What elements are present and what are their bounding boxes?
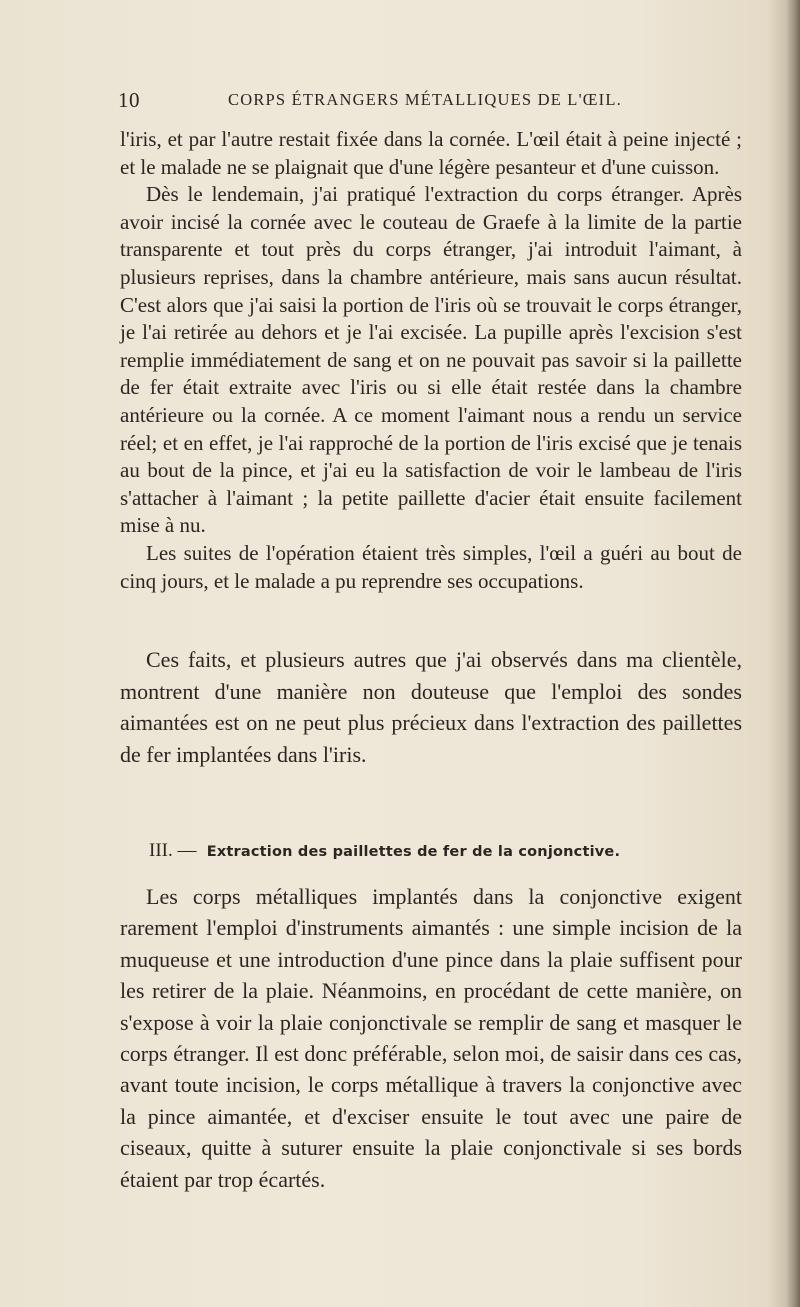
section-number: III. — — [149, 840, 197, 861]
paragraph-continued: l'iris, et par l'autre restait fixée dans la cornée. L'œil était à peine injecté ; et le malade ne se plaignait que d'une légère pesanteur et d'une cuisson. — [120, 127, 742, 179]
page-header — [118, 88, 728, 118]
running-title: CORPS ÉTRANGERS MÉTALLIQUES DE L'ŒIL. — [228, 90, 622, 109]
conclusion-text — [120, 644, 742, 770]
page-edge-shadow — [786, 0, 800, 1307]
page-number: 10 — [118, 88, 140, 112]
section-text — [120, 881, 742, 1195]
paragraph-conjonctive: Les corps métalliques implantés dans la conjonctive exigent rarement l'emploi d'instruments aimantés : une simple incision de la muqueuse et une introduction d'une pince dans la plaie suffisent pour les retirer de la plaie. Néanmoins, en procédant de cette manière, on s'expose à voir la plaie conjonctivale se remplir de sang et masquer le corps étranger. Il est donc préférable, selon moi, de saisir dans ces cas, avant toute incision, le corps métallique à travers la conjonctive avec la pince aimantée, et d'exciser ensuite le tout avec une paire de ciseaux, quitte à suturer ensuite la plaie conjonctivale si ses bords étaient par trop écartés. — [120, 884, 742, 1192]
paragraph-extraction: Dès le lendemain, j'ai pratiqué l'extraction du corps étranger. Après avoir incisé la cornée avec le couteau de Graefe à la limite de la partie transparente et tout près du corps étranger, j'ai introduit l'aimant, à plusieurs reprises, dans la chambre antérieure, mais sans aucun résultat. C'est alors que j'ai saisi la portion de l'iris où se trouvait le corps étranger, je l'ai retirée au dehors et je l'ai excisée. La pupille après l'excision s'est remplie immédiatement de sang et on ne pouvait pas savoir si la paillette de fer était extraite avec l'iris ou si elle était restée dans la chambre antérieure ou la cornée. A ce moment l'aimant nous a rendu un service réel; et en effet, je l'ai rapproché de la portion de l'iris excisé que je tenais au bout de la pince, et j'ai eu la satisfaction de voir le lambeau de l'iris s'attacher à l'aimant ; la petite paillette d'acier était ensuite facilement mise à nu. — [120, 182, 742, 538]
paragraph-suites: Les suites de l'opération étaient très simples, l'œil a guéri au bout de cinq jours, et le malade a pu reprendre ses occupations. — [120, 540, 742, 593]
section-title: Extraction des paillettes de fer de la conjonctive. — [206, 844, 621, 860]
section-heading — [149, 840, 749, 862]
paragraph-conclusion: Ces faits, et plusieurs autres que j'ai observés dans ma clientèle, montrent d'une manière non douteuse que l'emploi des sondes aimantées est on ne peut plus précieux dans l'extraction des paillettes de fer implantées dans l'iris. — [120, 647, 742, 767]
observation-text — [120, 126, 742, 595]
